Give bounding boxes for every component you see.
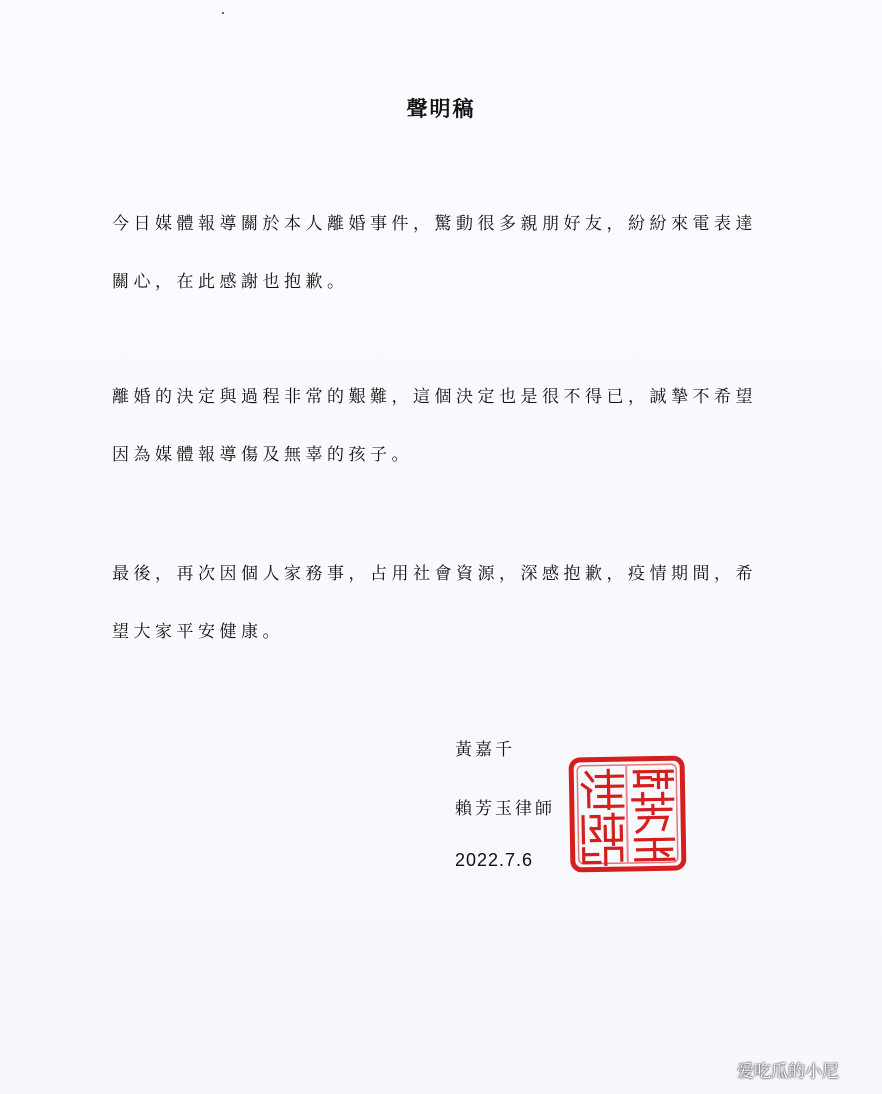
paragraph-line: 離婚的決定與過程非常的艱難，這個決定也是很不得已，誠摯不希望 — [112, 387, 757, 407]
paragraph-line: 關心，在此感謝也抱歉。 — [112, 272, 349, 292]
paragraph-3 — [112, 559, 782, 675]
paragraph-line: 今日媒體報導關於本人離婚事件，驚動很多親朋好友，紛紛來電表達 — [112, 214, 757, 234]
lawyer-seal-stamp — [568, 755, 687, 873]
paragraph-line: 因為媒體報導傷及無辜的孩子。 — [112, 445, 413, 465]
document-title: 聲明稿 — [406, 96, 476, 121]
signature-name: 黃嘉千 — [455, 740, 515, 760]
watermark-text: 爱吃瓜的小尼 — [737, 1062, 839, 1082]
paragraph-2 — [112, 382, 782, 498]
signature-date: 2022.7.6 — [455, 850, 534, 870]
seal-icon — [568, 755, 687, 873]
scan-speck — [222, 12, 224, 14]
paragraph-1 — [112, 209, 782, 325]
paragraph-line: 望大家平安健康。 — [112, 622, 284, 642]
signature-lawyer: 賴芳玉律師 — [455, 799, 555, 819]
paragraph-line: 最後，再次因個人家務事，占用社會資源，深感抱歉，疫情期間，希 — [112, 564, 757, 584]
